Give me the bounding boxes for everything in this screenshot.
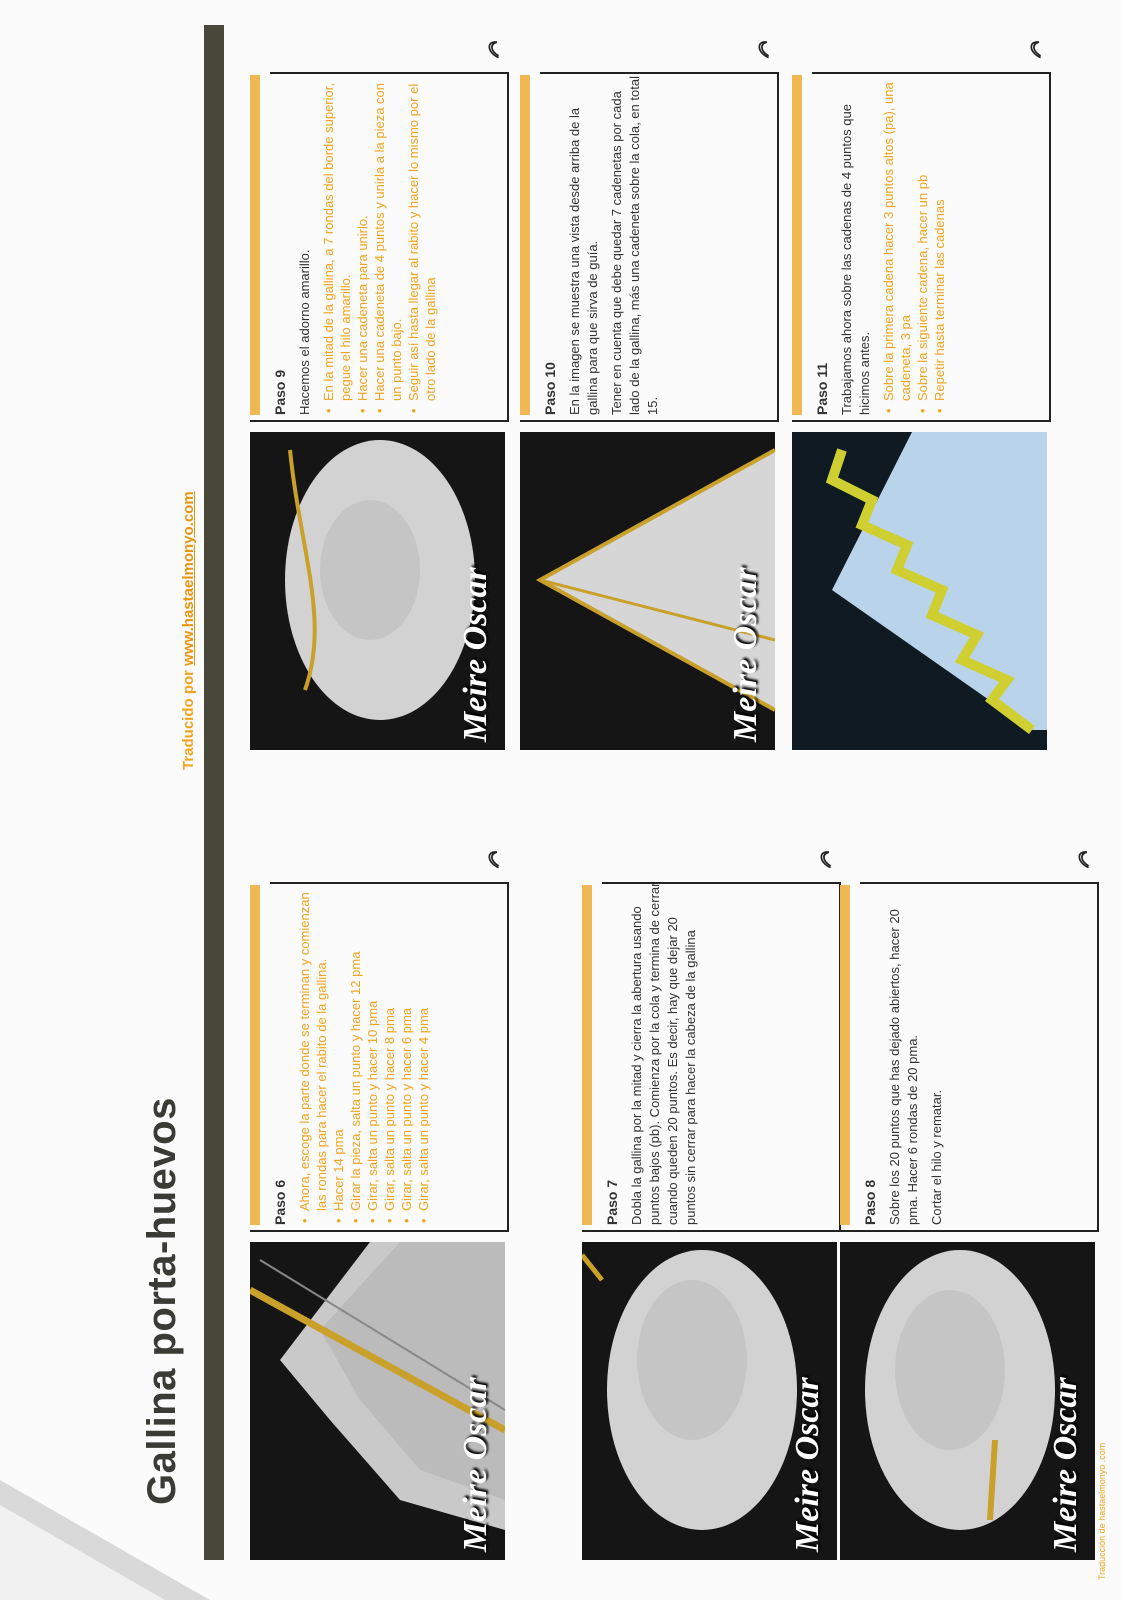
step-photo <box>792 432 1047 750</box>
watermark: Meire Oscar <box>727 567 764 742</box>
step-bullet: • Girar, salta un punto y hacer 10 pma <box>364 880 381 1225</box>
step-frame <box>520 45 780 425</box>
step-paragraph: Sobre los 20 puntos que has dejado abiertos, hacer 20 pma. Hacer 6 rondas de 20 pma. <box>887 909 920 1225</box>
step-paragraph: Trabajamos ahora sobre las cadenas de 4 puntos que hicimos antes. <box>839 104 872 415</box>
bracket-line-icon <box>582 855 842 1235</box>
step-heading: Paso 7 <box>604 1179 620 1225</box>
watermark: Meire Oscar <box>1047 1377 1084 1552</box>
title-bar <box>204 25 224 1560</box>
step-paragraph: En la imagen se muestra una vista desde arriba de la gallina para que sirva de guía. <box>567 107 600 415</box>
step-photo <box>520 432 775 750</box>
step-paragraph: Dobla la gallina por la mitad y cierra la abertura usando puntos bajos (pb). Comienza por la cola y termina de cerrar cuando queden 20 puntos. Es decir, hay que dejar 20 puntos sin cerrar para hacer la cabeza de la gallina <box>629 882 698 1225</box>
swirl-logo-icon <box>478 847 502 871</box>
step-paso-9 <box>250 50 510 750</box>
step-photo <box>840 1242 1095 1560</box>
step-bullet: • Girar la pieza, salta un punto y hacer 12 pma <box>347 880 364 1225</box>
bracket-line-icon <box>840 855 1100 1235</box>
step-photo <box>250 432 505 750</box>
step-frame <box>840 855 1100 1235</box>
step-bullet: • Girar, salta un punto y hacer 4 pma <box>415 880 432 1225</box>
credit-link[interactable]: www.hastaelmonyo.com <box>180 491 197 666</box>
watermark: Meire Oscar <box>789 1377 826 1552</box>
step-bullet: • Sobre la siguiente cadena, hacer un pb <box>914 70 931 415</box>
step-paso-11 <box>792 50 1052 750</box>
swirl-logo-icon <box>810 847 834 871</box>
step-paragraph: Cortar el hilo y rematar. <box>929 1089 944 1225</box>
step-photo <box>250 1242 505 1560</box>
step-frame <box>250 855 510 1235</box>
swirl-logo-icon <box>748 37 772 61</box>
swirl-logo-icon <box>1020 37 1044 61</box>
step-bullet: • Repetir hasta terminar las cadenas <box>931 70 948 415</box>
step-bullet: • En la mitad de la gallina, a 7 rondas del borde superior, pegue el hilo amarillo. <box>320 70 354 415</box>
step-bullet: • Sobre la primera cadena hacer 3 puntos altos (pa), una cadeneta, 3 pa <box>880 70 914 415</box>
step-paso-7 <box>582 860 842 1560</box>
swirl-logo-icon <box>478 37 502 61</box>
bracket-line-icon <box>520 45 780 425</box>
step-bullet: • Ahora, escoge la parte donde se terminan y comienzan las rondas para hacer el rabito de la gallina. <box>296 880 330 1225</box>
step-paso-10 <box>520 50 780 750</box>
step-photo <box>582 1242 837 1560</box>
step-bullet: • Hacer una cadeneta de 4 puntos y unirla a la pieza con un punto bajo. <box>371 70 405 415</box>
watermark: Meire Oscar <box>457 567 494 742</box>
watermark: Meire Oscar <box>457 1377 494 1552</box>
step-paragraph: Tener en cuenta que debe quedar 7 cadenetas por cada lado de la gallina, más una cadeneta sobre la cola, en total 15. <box>609 76 660 415</box>
step-frame <box>250 45 510 425</box>
crochet-photo-icon <box>792 432 1047 750</box>
swirl-logo-icon <box>1068 847 1092 871</box>
step-heading: Paso 9 <box>272 369 288 415</box>
page-fold-inner <box>0 1505 165 1600</box>
step-bullet: • Hacer una cadeneta para unirlo. <box>354 70 371 415</box>
step-paso-8 <box>840 860 1100 1560</box>
step-frame <box>582 855 842 1235</box>
step-paso-6 <box>250 860 510 1560</box>
credit <box>180 491 197 770</box>
step-bullet: • Seguir así hasta llegar al rabito y hacer lo mismo por el otro lado de la gallina <box>405 70 439 415</box>
bracket-line-icon <box>250 855 510 1235</box>
step-heading: Paso 10 <box>542 362 558 415</box>
step-bullet: • Hacer 14 pma <box>330 880 347 1225</box>
step-bullet: • Girar, salta un punto y hacer 6 pma <box>398 880 415 1225</box>
footer-credit: Traducción de hastaelmonyo .com <box>1097 1442 1107 1580</box>
bracket-line-icon <box>792 45 1052 425</box>
step-heading: Paso 11 <box>814 362 830 415</box>
step-heading: Paso 6 <box>272 1179 288 1225</box>
step-heading: Paso 8 <box>862 1179 878 1225</box>
credit-prefix: Traducido por <box>180 665 197 770</box>
step-bullet: • Girar, salta un punto y hacer 8 pma <box>381 880 398 1225</box>
page-title: Gallina porta-huevos <box>140 1097 184 1505</box>
bracket-line-icon <box>250 45 510 425</box>
step-frame <box>792 45 1052 425</box>
step-paragraph: Hacemos el adorno amarillo. <box>297 249 312 415</box>
